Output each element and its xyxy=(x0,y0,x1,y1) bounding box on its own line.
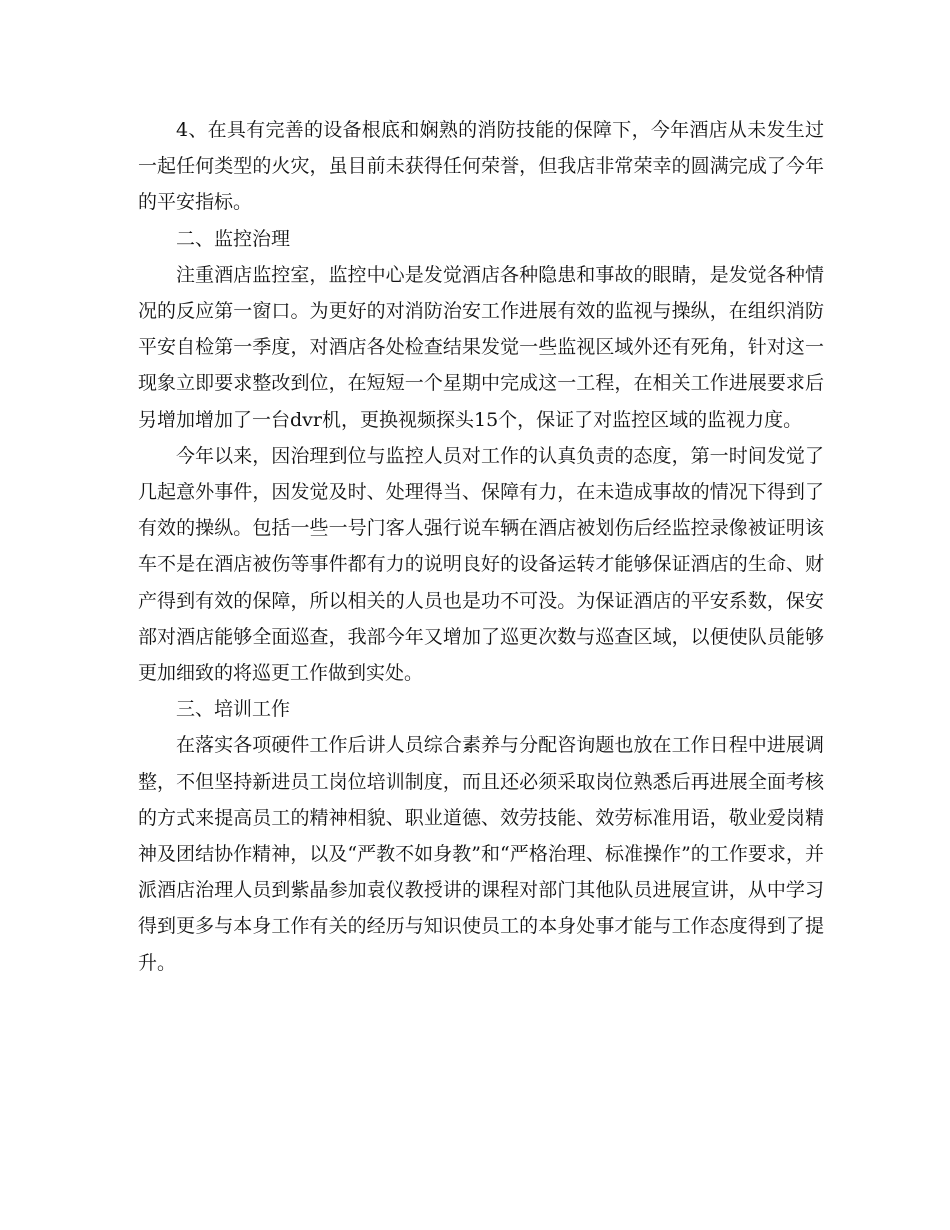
paragraph-monitoring-room: 注重酒店监控室，监控中心是发觉酒店各种隐患和事故的眼睛，是发觉各种情况的反应第一窗口。为更好的对消防治安工作进展有效的监视与操纵，在组织消防平安自检第一季度，对酒店各处检查结果发觉一些监视区域外还有死角，针对这一现象立即要求整改到位，在短短一个星期中完成这一工程，在相关工作进展要求后另增加增加了一台dvr机，更换视频探头15个，保证了对监控区域的监视力度。 xyxy=(138,263,824,431)
paragraph-training: 在落实各项硬件工作后讲人员综合素养与分配咨询题也放在工作日程中进展调整，不但坚持新进员工岗位培训制度，而且还必须采取岗位熟悉后再进展全面考核的方式来提高员工的精神相貌、职业道德、效劳技能、效劳标准用语，敬业爱岗精神及团结协作精神，以及“严教不如身教”和“严格治理、标准操作”的工作要求，并派酒店治理人员到紫晶参加袁仪教授讲的课程对部门其他队员进展宣讲，从中学习得到更多与本身工作有关的经历与知识使员工的本身处事才能与工作态度得到了提升。 xyxy=(138,734,824,974)
paragraph-fire-safety: 4、在具有完善的设备根底和娴熟的消防技能的保障下，今年酒店从未发生过一起任何类型的火灾，虽目前未获得任何荣誉，但我店非常荣幸的圆满完成了今年的平安指标。 xyxy=(138,119,824,214)
paragraph-monitoring-results: 今年以来，因治理到位与监控人员对工作的认真负责的态度，第一时间发觉了几起意外事件，因发觉及时、处理得当、保障有力，在未造成事故的情况下得到了有效的操纵。包括一些一号门客人强行说车辆在酒店被划伤后经监控录像被证明该车不是在酒店被伤等事件都有力的说明良好的设备运转才能够保证酒店的生命、财产得到有效的保障，所以相关的人员也是功不可没。为保证酒店的平安系数，保安部对酒店能够全面巡查，我部今年又增加了巡更次数与巡查区域，以便使队员能够更加细致的将巡更工作做到实处。 xyxy=(138,444,824,685)
document-body xyxy=(138,112,824,981)
section-heading-monitoring: 二、监控治理 xyxy=(176,227,291,250)
section-heading-training: 三、培训工作 xyxy=(176,698,291,721)
